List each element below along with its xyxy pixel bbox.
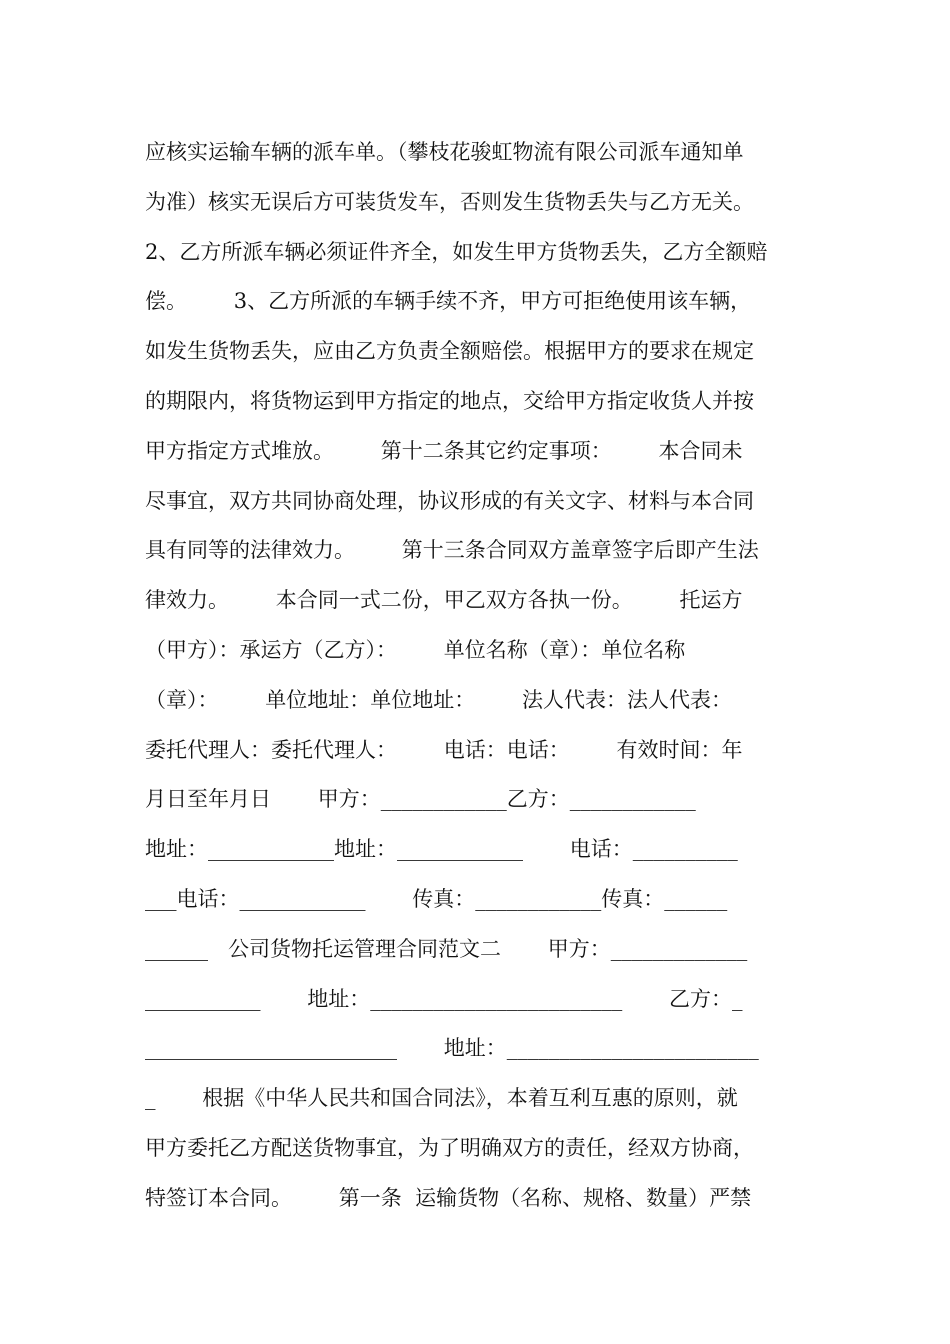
text-line: 月日至年月日 甲方：____________乙方：____________ [145,787,696,812]
text-line: 甲方指定方式堆放。 第十二条其它约定事项： 本合同未 [145,438,743,463]
text-line: 甲方委托乙方配送货物事宜，为了明确双方的责任，经双方协商， [145,1135,754,1160]
text-line: 具有同等的法律效力。 第十三条合同双方盖章签字后即产生法 [145,538,759,563]
contract-text [145,128,810,1224]
text-line: （章）： 单位地址：单位地址： 法人代表：法人代表： [145,687,732,712]
text-line: 特签订本合同。 第一条 运输货物（名称、规格、数量）严禁 [145,1185,752,1210]
text-line: 2、乙方所派车辆必须证件齐全，如发生甲方货物丢失，乙方全额赔 [145,239,768,264]
text-line: 如发生货物丢失，应由乙方负责全额赔偿。根据甲方的要求在规定 [145,339,754,364]
text-line: 律效力。 本合同一式二份，甲乙双方各执一份。 托运方 [145,588,743,613]
text-line: ___________ 地址：________________________ 乙方：_ [145,986,743,1011]
text-line: 应核实运输车辆的派车单。（攀枝花骏虹物流有限公司派车通知单 [145,140,744,164]
text-line: ________________________ 地址：________________________ [145,1036,759,1061]
text-line: _ 根据《中华人民共和国合同法》，本着互利互惠的原则，就 [145,1086,738,1111]
text-line: ___电话：____________ 传真：____________传真：______ [145,886,728,911]
text-line: 委托代理人：委托代理人： 电话：电话： 有效时间：年 [145,737,743,762]
text-line: （甲方）：承运方（乙方）： 单位名称（章）：单位名称 [145,637,686,662]
text-line: 的期限内，将货物运到甲方指定的地点，交给甲方指定收货人并按 [145,388,754,413]
text-line: 地址：____________地址：____________ 电话：__________ [145,837,738,862]
text-line: 尽事宜，双方共同协商处理，协议形成的有关文字、材料与本合同 [145,488,754,513]
text-line: 偿。 3、乙方所派的车辆手续不齐，甲方可拒绝使用该车辆， [145,289,752,314]
text-line: 为准）核实无误后方可装货发车，否则发生货物丢失与乙方无关。 [145,189,754,214]
text-line: ______ 公司货物托运管理合同范文二 甲方：_____________ [145,936,748,961]
